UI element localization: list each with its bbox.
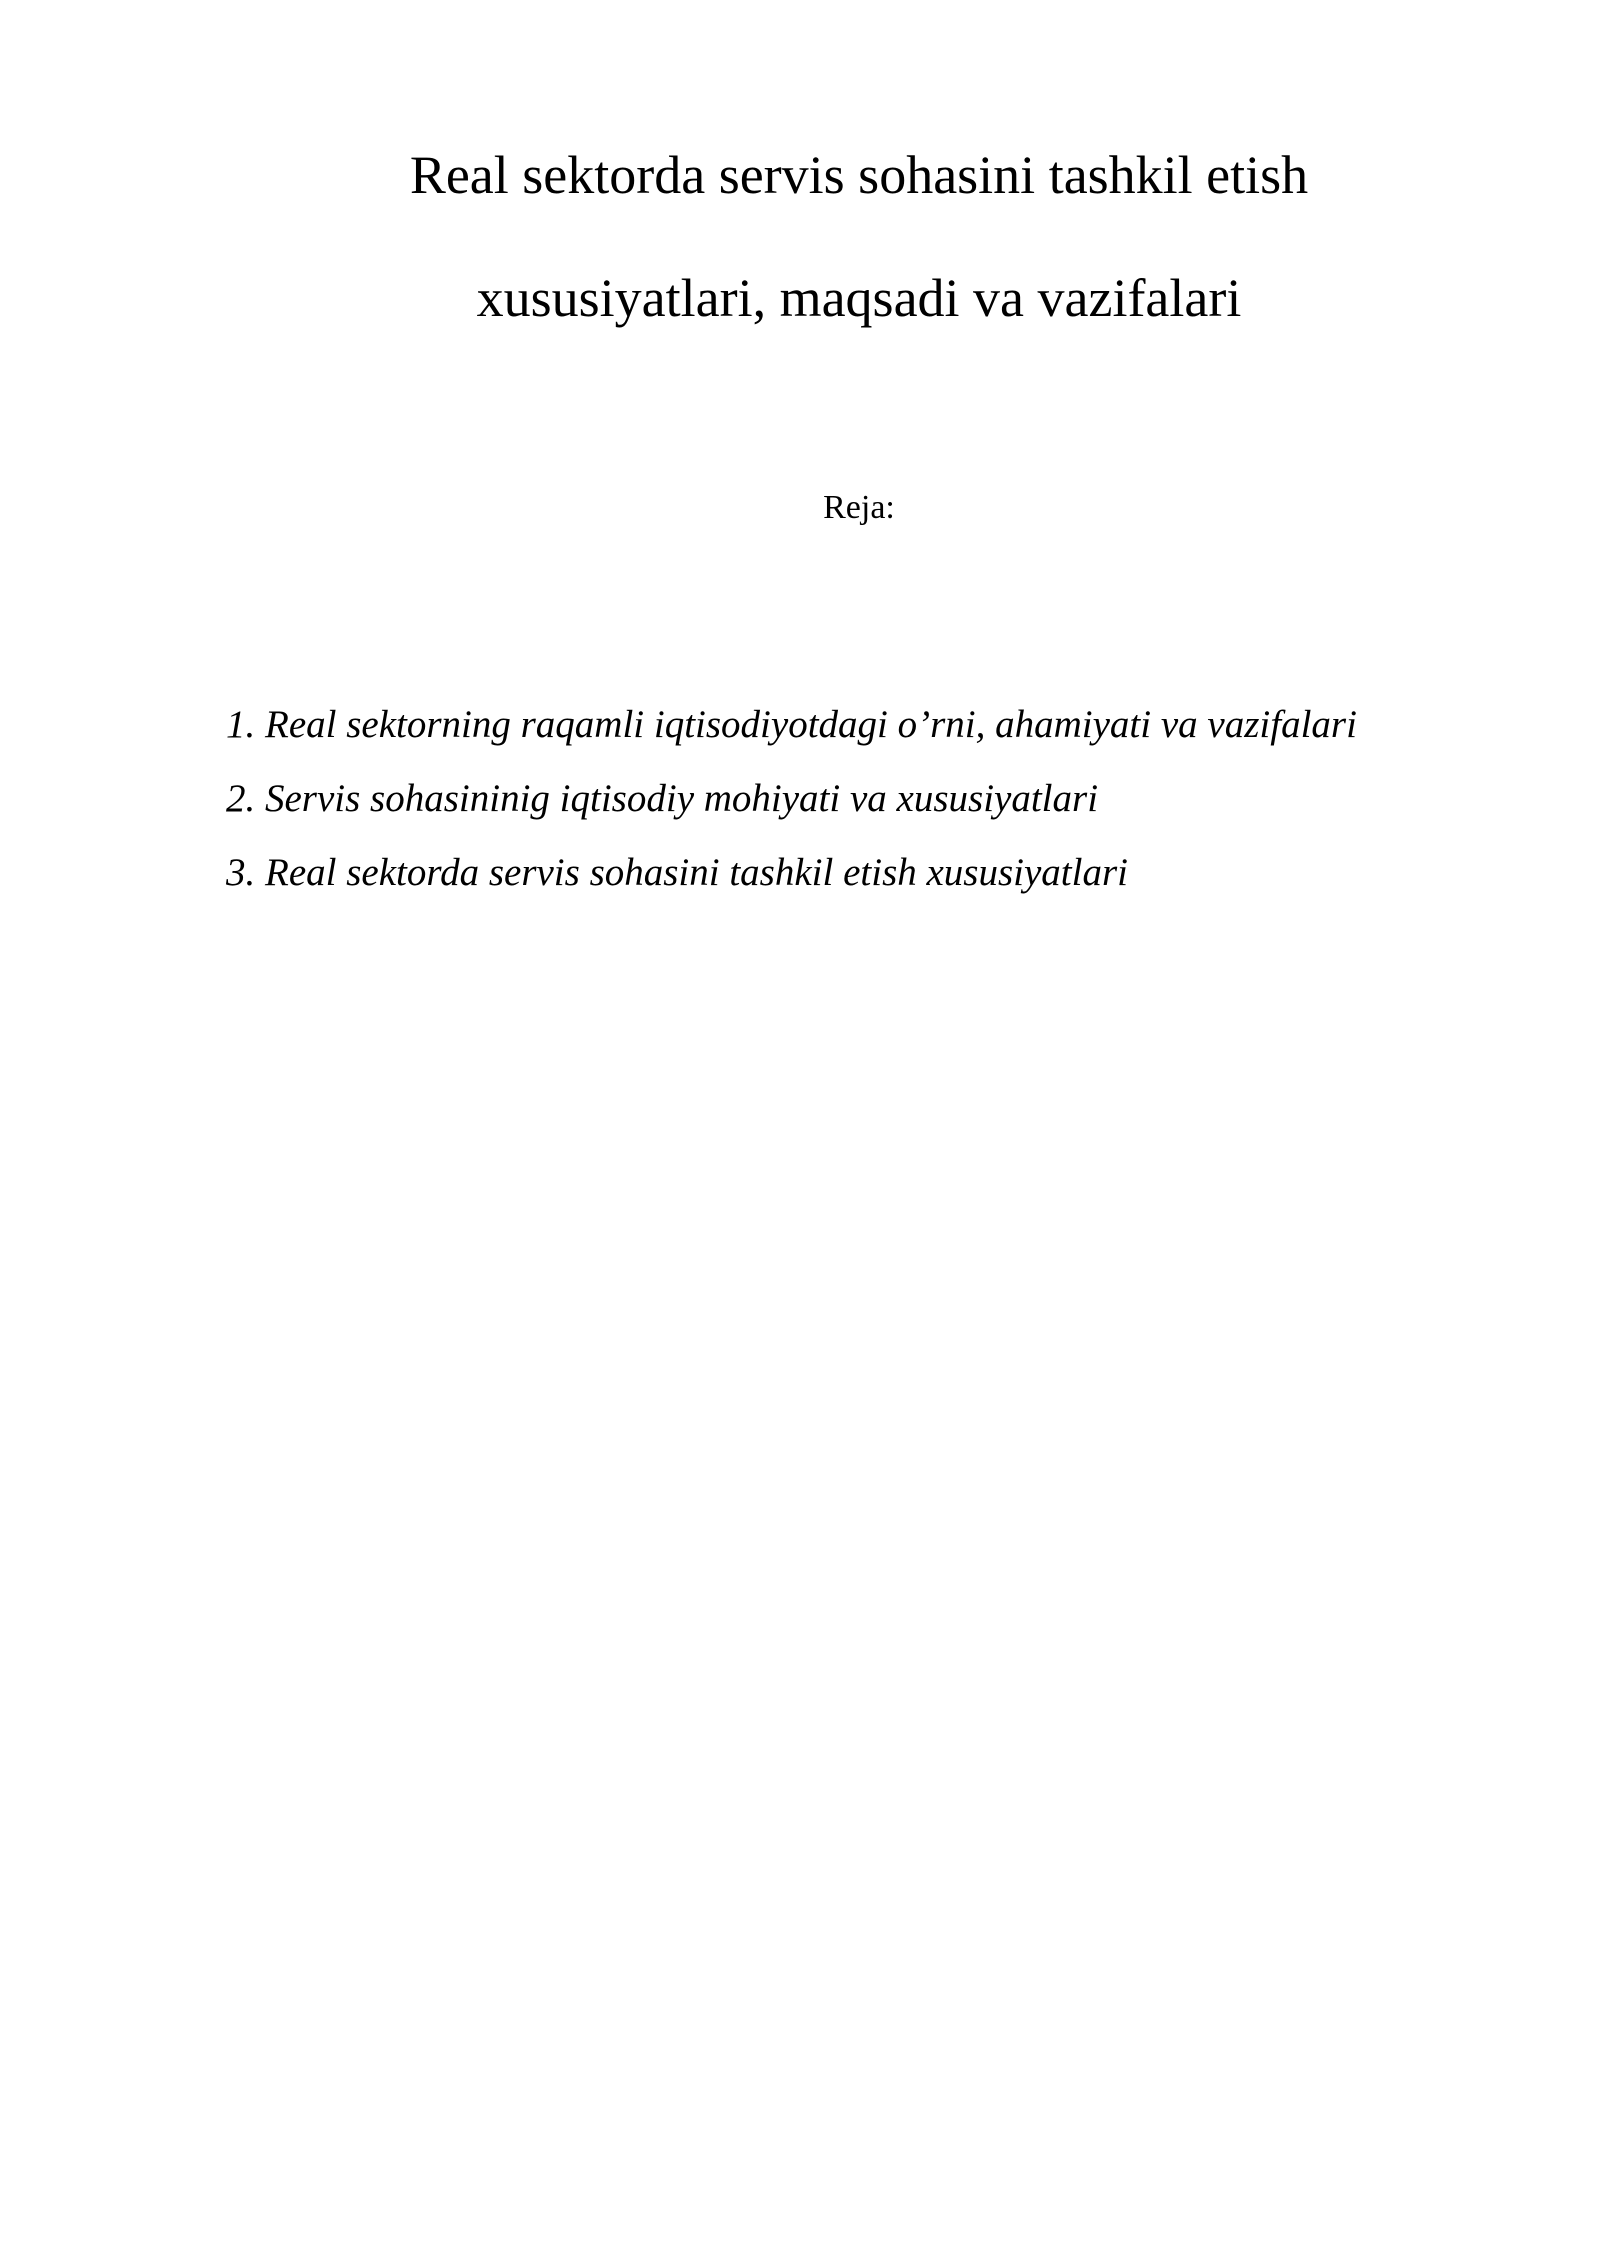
plan-list xyxy=(226,688,1357,910)
title-line-2: xususiyatlari, maqsadi va vazifalari xyxy=(476,268,1242,328)
plan-item-3: 3. Real sektorda servis sohasini tashkil etish xususiyatlari xyxy=(226,851,1128,894)
plan-item-2: 2. Servis sohasininig iqtisodiy mohiyati va xususiyatlari xyxy=(226,777,1099,820)
document-title xyxy=(0,145,1600,328)
plan-heading: Reja: xyxy=(823,489,895,526)
title-line-1: Real sektorda servis sohasini tashkil etish xyxy=(409,145,1309,205)
plan-item-1: 1. Real sektorning raqamli iqtisodiyotdagi o’rni, ahamiyati va vazifalari xyxy=(226,703,1357,746)
